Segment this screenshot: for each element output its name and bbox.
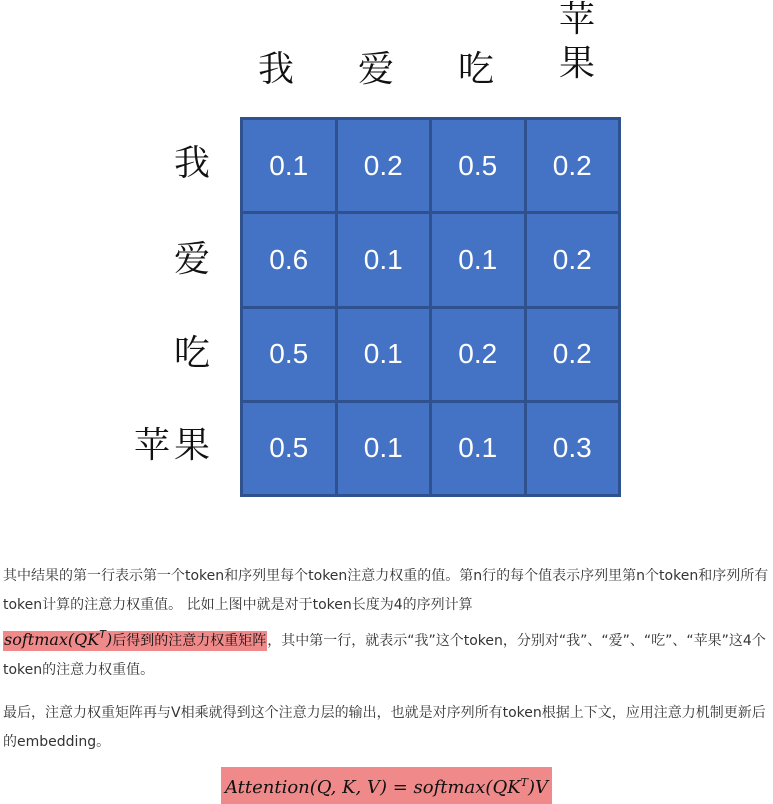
- explanation-text: [3, 562, 770, 804]
- formula-right: )V: [528, 777, 549, 798]
- softmax-highlight: [3, 628, 267, 651]
- highlight-suffix: 后得到的注意力权重矩阵: [112, 633, 267, 649]
- attention-weight-matrix: [240, 117, 621, 497]
- column-label-3: 吃: [457, 49, 494, 90]
- matrix-cell: 0.5: [243, 309, 335, 400]
- matrix-cell: 0.5: [432, 120, 524, 211]
- row-label-3: 吃: [173, 333, 214, 374]
- row-label-2: 爱: [173, 239, 214, 280]
- formula-transpose: T: [520, 776, 529, 789]
- matrix-cell: 0.1: [432, 214, 524, 305]
- matrix-cell: 0.1: [243, 120, 335, 211]
- attention-formula-row: [3, 767, 770, 804]
- attention-formula: [221, 767, 552, 804]
- matrix-cell: 0.1: [338, 309, 430, 400]
- matrix-cell: 0.3: [527, 403, 619, 494]
- matrix-cell: 0.1: [338, 403, 430, 494]
- matrix-cell: 0.2: [432, 309, 524, 400]
- paragraph1-text-b: ，其中第一行，就表示“我”这个token，分别对“我”、“爱”、“吃”、“苹果”这4个token的注意力权重值。: [3, 633, 766, 678]
- matrix-cell: 0.2: [527, 309, 619, 400]
- softmax-expression: softmax(QK: [4, 630, 100, 649]
- row-label-1: 我: [173, 143, 214, 184]
- paragraph-matrix-explanation: [3, 562, 770, 685]
- matrix-cell: 0.2: [527, 214, 619, 305]
- formula-left: Attention(Q, K, V) = softmax(QK: [224, 777, 521, 798]
- paragraph1-text-a: 其中结果的第一行表示第一个token和序列里每个token注意力权重的值。第n行的每个值表示序列里第n个token和序列所有token计算的注意力权重值。 比如上图中就是对于token长度为4的序列计算: [3, 568, 769, 613]
- column-label-4: 苹果: [558, 0, 595, 84]
- paragraph-output-explanation: 最后，注意力权重矩阵再与V相乘就得到这个注意力层的输出，也就是对序列所有token根据上下文，应用注意力机制更新后的embedding。: [3, 705, 766, 750]
- row-label-4: 苹果: [133, 425, 214, 466]
- matrix-cell: 0.6: [243, 214, 335, 305]
- softmax-transpose: T: [99, 628, 106, 641]
- matrix-cell: 0.1: [338, 214, 430, 305]
- column-label-1: 我: [257, 49, 294, 90]
- column-label-2: 爱: [357, 49, 394, 90]
- matrix-cell: 0.1: [432, 403, 524, 494]
- matrix-cell: 0.5: [243, 403, 335, 494]
- matrix-cell: 0.2: [338, 120, 430, 211]
- softmax-close: ): [105, 630, 113, 649]
- matrix-cell: 0.2: [527, 120, 619, 211]
